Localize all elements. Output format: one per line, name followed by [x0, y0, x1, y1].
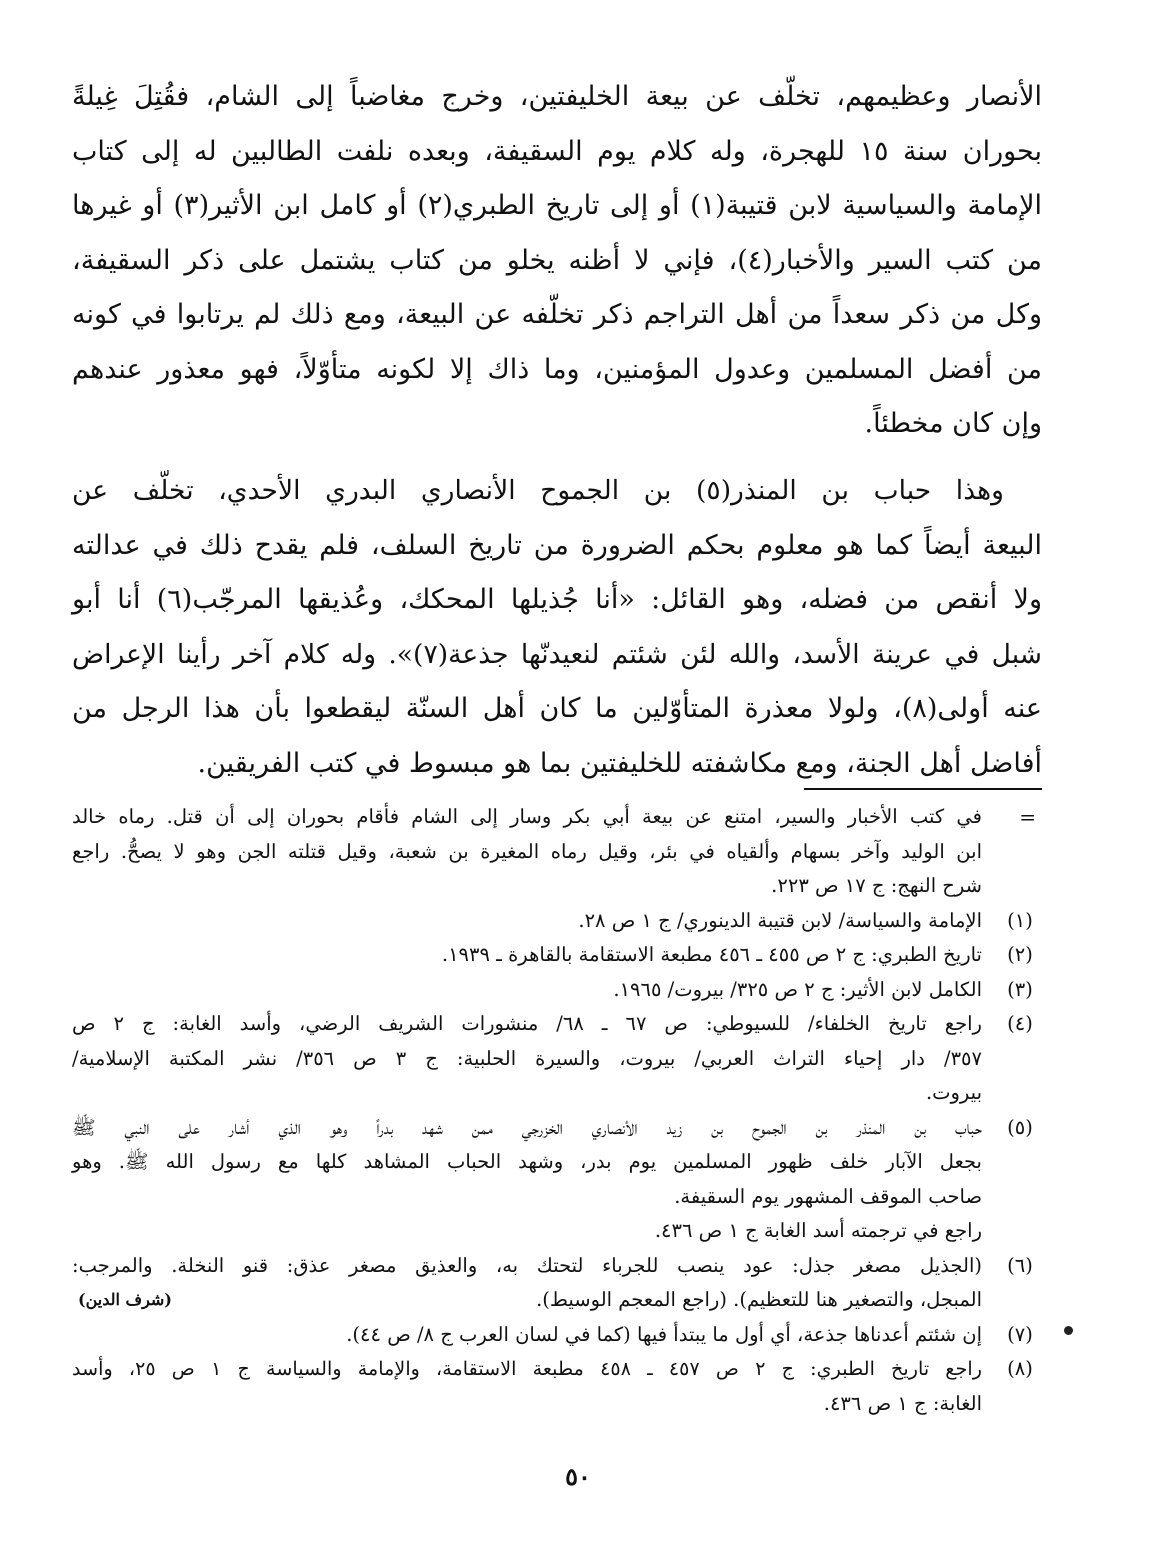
footnote-number: (٣): [1007, 977, 1033, 1001]
footnote-number: (٤): [1007, 1012, 1033, 1035]
body-line: البيعة أيضاً كما هو معلوم بحكم الضرورة من تاريخ السلف، فلم يقدح ذلك في عدالته: [72, 529, 1042, 561]
body-line: شبل في عرينة الأسد، والله لئن شئتم لنعيدنّها جذعة(٧)». وله كلام آخر رأينا الإعراض: [72, 638, 1043, 670]
book-page: [72, 70, 1042, 1510]
footnotes: [72, 800, 1042, 1421]
body-line: ولا أنقص من فضله، وهو القائل: «أنا جُذيلها المحكك، وعُذيقها المرجّب(٦) أنا أبو: [72, 584, 1042, 615]
body-line: من كتب السير والأخبار(٤)، فإني لا أظنه يخلو من كتاب يشتمل على ذكر السقيفة،: [72, 244, 1042, 276]
footnote-line: راجع تاريخ الخلفاء/ للسيوطي: ص ٦٧ ـ ٦٨/ منشورات الشريف الرضي، وأسد الغابة: ج ٢ ص: [72, 1012, 982, 1035]
footnote-line: شرح النهج: ج ١٧ ص ٢٢٣.: [771, 874, 982, 897]
footnote-7: [72, 1318, 1042, 1353]
footnote-5: [72, 1111, 1042, 1249]
footnote-line: بيروت.: [925, 1081, 982, 1104]
author-signature: (شرف الدين): [78, 1290, 172, 1309]
footnote-line: الكامل لابن الأثير: ج ٢ ص ٣٢٥/ بيروت/ ١٩٦٥.: [613, 977, 982, 1001]
body-line: عنه أولى(٨)، ولولا معذرة المتأوّلين ما كان أهل السنّة ليقطعوا بأن هذا الرجل من: [72, 693, 1042, 724]
ink-spot: [1064, 1326, 1073, 1335]
body-line: وإن كان مخطئاً.: [864, 408, 1042, 439]
footnote-8: [72, 1352, 1042, 1421]
footnote-2: [72, 938, 1042, 973]
footnote-line: (الجذيل مصغر جذل: عود ينصب للجرباء لتحتك به، والعذيق مصغر عذق: قنو النخلة. والمرجب:: [72, 1253, 982, 1277]
body-line: بحوران سنة ١٥ للهجرة، وله كلام يوم السقيفة، وبعده نلفت الطالبين له إلى كتاب: [72, 135, 1042, 167]
footnote-1: [72, 904, 1042, 939]
footnote-number: (٦): [1007, 1253, 1033, 1277]
footnote-line: الغابة: ج ١ ص ٤٣٦.: [823, 1391, 982, 1415]
continuation-mark: =: [1019, 805, 1036, 829]
footnote-line: تاريخ الطبري: ج ٢ ص ٤٥٥ ـ ٤٥٦ مطبعة الاستقامة بالقاهرة ـ ١٩٣٩.: [441, 943, 982, 966]
body-line: من أفضل المسلمين وعدول المؤمنين، وما ذاك إلا لكونه متأوّلاً، فهو معذور عندهم: [72, 353, 1042, 385]
body-line: وكل من ذكر سعداً من أهل التراجم ذكر تخلّفه عن البيعة، ومع ذلك لم يرتابوا في كونه: [72, 299, 1042, 330]
footnote-number: (٧): [1007, 1322, 1033, 1346]
body-line: أفاضل أهل الجنة، ومع مكاشفته للخليفتين بما هو مبسوط في كتب الفريقين.: [197, 747, 1042, 779]
footnote-line: الإمامة والسياسة/ لابن قتيبة الدينوري/ ج ١ ص ٢٨.: [578, 908, 982, 932]
footnote-number: (١): [1007, 908, 1033, 932]
footnote-number: (٥): [1007, 1115, 1033, 1139]
footnote-3: [72, 973, 1042, 1008]
body-paragraph-1: [72, 70, 1042, 452]
body-paragraph-2: [72, 464, 1042, 791]
footnote-separator: [804, 788, 1042, 790]
body-line: الأنصار وعظيمهم، تخلّف عن بيعة الخليفتين، وخرج مغاضباً إلى الشام، فقُتِلَ غِيلةً: [72, 81, 1042, 112]
footnote-line: حباب بن المنذر بن الجموح بن زيد الأنصاري الخزرجي ممن شهد بدراً وهو الذي أشار على النبي ﷺ: [72, 1115, 982, 1139]
footnote-number: (٢): [1007, 943, 1033, 966]
page-number: ٥٠: [565, 1462, 591, 1491]
footnote-line: في كتب الأخبار والسير، امتنع عن بيعة أبي بكر وسار إلى الشام فأقام بحوران إلى أن قتل. رماه خالد: [72, 805, 982, 828]
body-line: وهذا حباب بن المنذر(٥) بن الجموح الأنصاري البدري الأحدي، تخلّف عن: [72, 475, 1004, 506]
footnote-line: المبجل، والتصغير هنا للتعظيم). (راجع المعجم الوسيط).: [536, 1288, 982, 1311]
footnote-continuation: [72, 800, 1042, 904]
footnote-line: بجعل الآبار خلف ظهور المسلمين يوم بدر، وشهد الحباب المشاهد كلها مع رسول الله ﷺ. وهو: [72, 1150, 982, 1173]
footnote-line: إن شئتم أعدناها جذعة، أي أول ما يبتدأ فيها (كما في لسان العرب ج ٨/ ص ٤٤).: [346, 1322, 982, 1346]
footnote-line: راجع تاريخ الطبري: ج ٢ ص ٤٥٧ ـ ٤٥٨ مطبعة الاستقامة، والإمامة والسياسة ج ١ ص ٢٥، وأسد: [72, 1357, 982, 1380]
footnote-line: صاحب الموقف المشهور يوم السقيفة.: [674, 1184, 982, 1208]
footnote-6: [72, 1249, 1042, 1318]
footnote-number: (٨): [1007, 1357, 1033, 1380]
footnote-4: [72, 1007, 1042, 1111]
body-line: الإمامة والسياسية لابن قتيبة(١) أو إلى تاريخ الطبري(٢) أو كامل ابن الأثير(٣) أو غيرها: [72, 190, 1042, 221]
footnote-line: ابن الوليد وآخر بسهام وألقياه في بئر، وقيل رماه المغيرة بن شعبة، وقيل قتلته الجن وهو لا يصحُّ. راجع: [72, 839, 982, 863]
footnote-line: ٣٥٧/ دار إحياء التراث العربي/ بيروت، والسيرة الحلبية: ج ٣ ص ٣٥٦/ نشر المكتبة الإسلامية/: [72, 1046, 982, 1070]
footnote-line: راجع في ترجمته أسد الغابة ج ١ ص ٤٣٦.: [654, 1219, 982, 1242]
